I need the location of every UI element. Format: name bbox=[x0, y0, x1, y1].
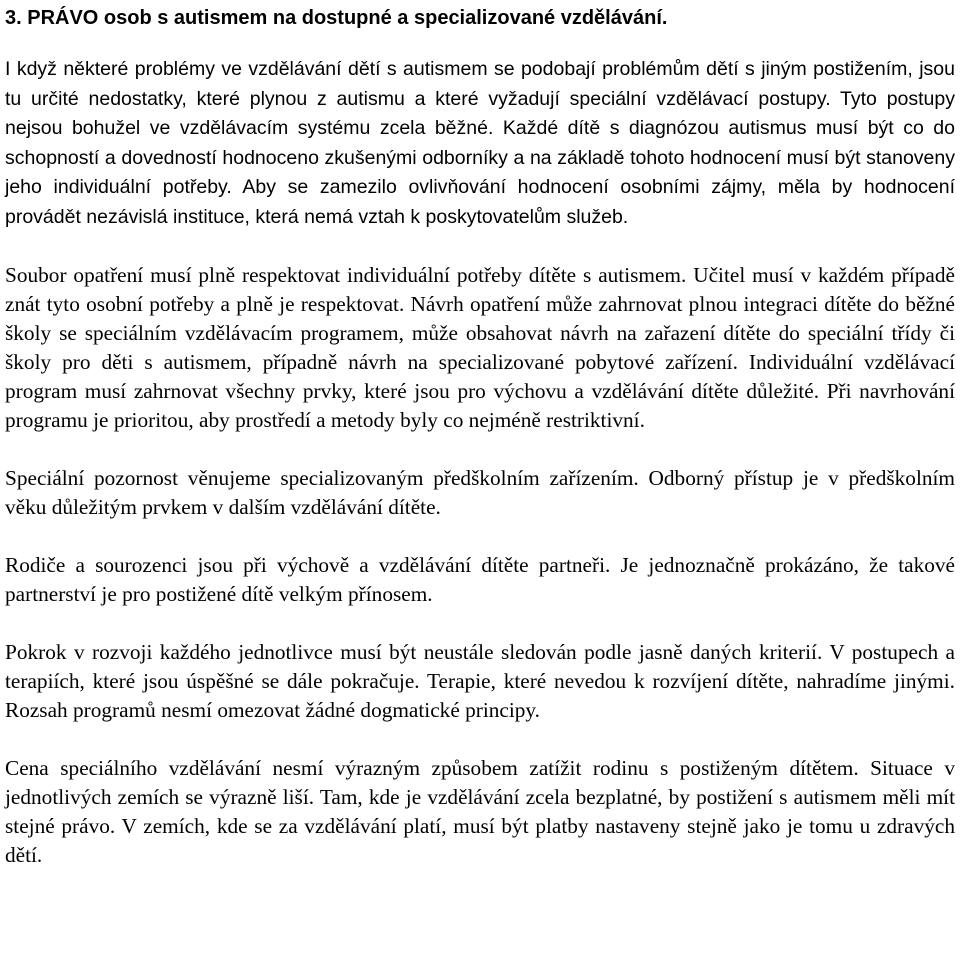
document-page bbox=[5, 0, 955, 870]
paragraph-preschool: Speciální pozornost věnujeme specializovaným předškolním zařízením. Odborný přístup je v předškolním věku důležitým prvkem v dalším vzdělávání dítěte. bbox=[5, 466, 955, 519]
section-heading: 3. PRÁVO osob s autismem na dostupné a specializované vzdělávání. bbox=[5, 7, 668, 29]
paragraph-family: Rodiče a sourozenci jsou při výchově a vzdělávání dítěte partneři. Je jednoznačně prokázáno, že takové partnerství je pro postižené dítě velkým přínosem. bbox=[5, 553, 955, 606]
paragraph-progress: Pokrok v rozvoji každého jednotlivce musí být neustále sledován podle jasně daných kriterií. V postupech a terapiích, které jsou úspěšné se dále pokračuje. Terapie, které nevedou k rozvíjení dítěte, nahradíme jinými. Rozsah programů nesmí omezovat žádné dogmatické principy. bbox=[5, 640, 955, 722]
paragraph-cost: Cena speciálního vzdělávání nesmí výrazným způsobem zatížit rodinu s postiženým dítětem. Situace v jednotlivých zemích se výrazně liší. Tam, kde je vzdělávání zcela bezplatné, by postižení s autismem měli mít stejné právo. V zemích, kde se za vzdělávání platí, musí být platby nastaveny stejně jako je tomu u zdravých dětí. bbox=[5, 756, 955, 867]
paragraph-intro: I když některé problémy ve vzdělávání dětí s autismem se podobají problémům dětí s jiným postižením, jsou tu určité nedostatky, které plynou z autismu a které vyžadují speciální vzdělávací postupy. Tyto postupy nejsou bohužel ve vzdělávacím systému zcela běžné. Každé dítě s diagnózou autismus musí být co do schopností a dovedností hodnoceno zkušenými odborníky a na základě tohoto hodnocení musí být stanoveny jeho individuální potřeby. Aby se zamezilo ovlivňování hodnocení osobními zájmy, měla by hodnocení provádět nezávislá instituce, která nemá vztah k poskytovatelům služeb. bbox=[5, 58, 955, 228]
paragraph-measures: Soubor opatření musí plně respektovat individuální potřeby dítěte s autismem. Učitel musí v každém případě znát tyto osobní potřeby a plně je respektovat. Návrh opatření může zahrnovat plnou integraci dítěte do běžné školy se speciálním vzdělávacím programem, může obsahovat návrh na zařazení dítěte do speciální třídy či školy pro děti s autismem, případně návrh na specializované pobytové zařízení. Individuální vzdělávací program musí zahrnovat všechny prvky, které jsou pro výchovu a vzdělávání dítěte důležité. Při navrhování programu je prioritou, aby prostředí a metody byly co nejméně restriktivní. bbox=[5, 263, 955, 432]
